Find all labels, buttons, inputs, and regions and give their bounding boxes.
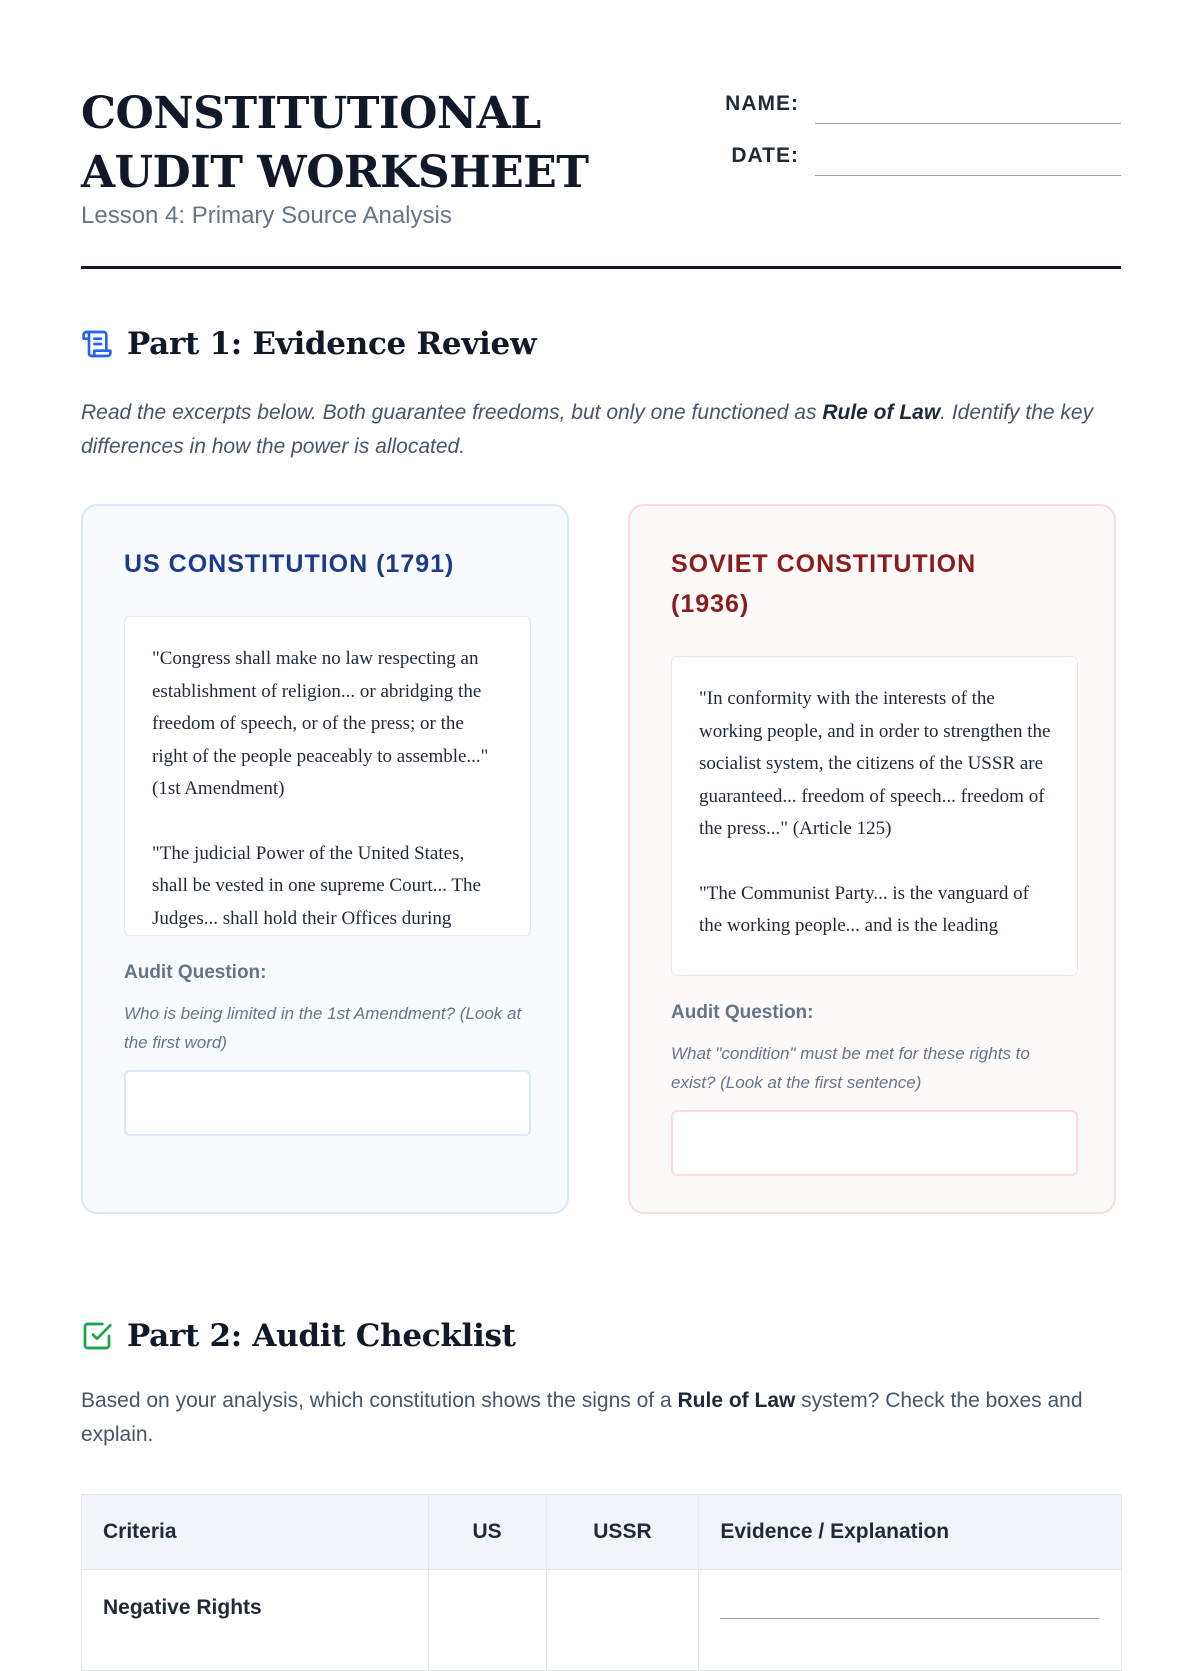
us-header: US <box>428 1495 546 1570</box>
part2-instructions <box>81 1384 1121 1452</box>
date-input-line[interactable] <box>815 139 1121 176</box>
audit-checklist-table <box>81 1494 1122 1671</box>
header-divider <box>81 266 1121 269</box>
part1-heading <box>81 326 536 362</box>
ussr-answer-box[interactable] <box>671 1110 1078 1176</box>
ussr-excerpt-2: "The Communist Party... is the vanguard of the working people... and is the leading <box>699 882 1030 936</box>
ussr-question-label: Audit Question: <box>671 1002 814 1023</box>
criteria-cell: Negative Rights <box>82 1570 429 1671</box>
part2-instructions-text-end: system? Check the boxes and explain. <box>81 1389 1083 1446</box>
part1-instructions-text: Read the excerpts below. Both guarantee freedoms, but only one functioned as <box>81 401 823 424</box>
worksheet-header <box>81 84 1121 270</box>
ussr-check-cell[interactable] <box>546 1570 699 1671</box>
us-question-text: Who is being limited in the 1st Amendment? (Look at the first word) <box>124 1004 522 1052</box>
us-constitution-card <box>81 504 569 1214</box>
us-check-cell[interactable] <box>428 1570 546 1671</box>
us-excerpt-box[interactable] <box>124 616 531 936</box>
ussr-constitution-card <box>628 504 1116 1214</box>
evidence-header: Evidence / Explanation <box>699 1495 1122 1570</box>
part2-instructions-emphasis: Rule of Law <box>677 1389 796 1412</box>
us-answer-box[interactable] <box>124 1070 531 1136</box>
us-excerpt-2: "The judicial Power of the United States, shall be vested in one supreme Court... The Judges... shall hold their Offices during <box>152 842 481 929</box>
ussr-card-title: SOVIET CONSTITUTION (1936) <box>671 550 977 618</box>
part2-heading <box>81 1318 516 1354</box>
check-square-icon <box>81 1320 113 1352</box>
ussr-excerpt-1: "In conformity with the interests of the working people, and in order to strengthen the socialist system, the citizens of the USSR are guaranteed... freedom of speech... freedom of the press..." (Article 125) <box>699 688 1051 839</box>
part1-title: Part 1: Evidence Review <box>127 326 537 362</box>
name-label: NAME: <box>725 92 799 115</box>
scroll-icon <box>81 328 113 360</box>
evidence-line <box>720 1608 1099 1619</box>
page-title: CONSTITUTIONAL AUDIT WORKSHEET <box>81 88 589 198</box>
date-field <box>701 136 1121 176</box>
criteria-header: Criteria <box>82 1495 429 1570</box>
us-card-title: US CONSTITUTION (1791) <box>124 550 455 578</box>
us-excerpt-1: "Congress shall make no law respecting an establishment of religion... or abridging the freedom of speech, or of the press; or the right of the people peaceably to assemble..." (1st Amendment) <box>152 648 489 799</box>
ussr-question-text: What "condition" must be met for these rights to exist? (Look at the first sentence) <box>671 1044 1030 1092</box>
name-field <box>701 84 1121 124</box>
evidence-cell[interactable] <box>699 1570 1122 1671</box>
date-label: DATE: <box>731 144 799 167</box>
part1-instructions <box>81 396 1121 464</box>
ussr-header: USSR <box>546 1495 699 1570</box>
part2-title: Part 2: Audit Checklist <box>127 1318 516 1354</box>
name-input-line[interactable] <box>815 87 1121 124</box>
table-header-row <box>82 1495 1122 1570</box>
page-subtitle: Lesson 4: Primary Source Analysis <box>81 202 452 229</box>
part1-instructions-emphasis: Rule of Law <box>822 401 941 424</box>
part2-instructions-text: Based on your analysis, which constitution shows the signs of a <box>81 1389 678 1412</box>
us-question-label: Audit Question: <box>124 962 267 983</box>
table-row <box>82 1570 1122 1671</box>
part1-instructions-text-end: . Identify the key differences in how the power is allocated. <box>81 401 1094 458</box>
ussr-excerpt-box[interactable] <box>671 656 1078 976</box>
